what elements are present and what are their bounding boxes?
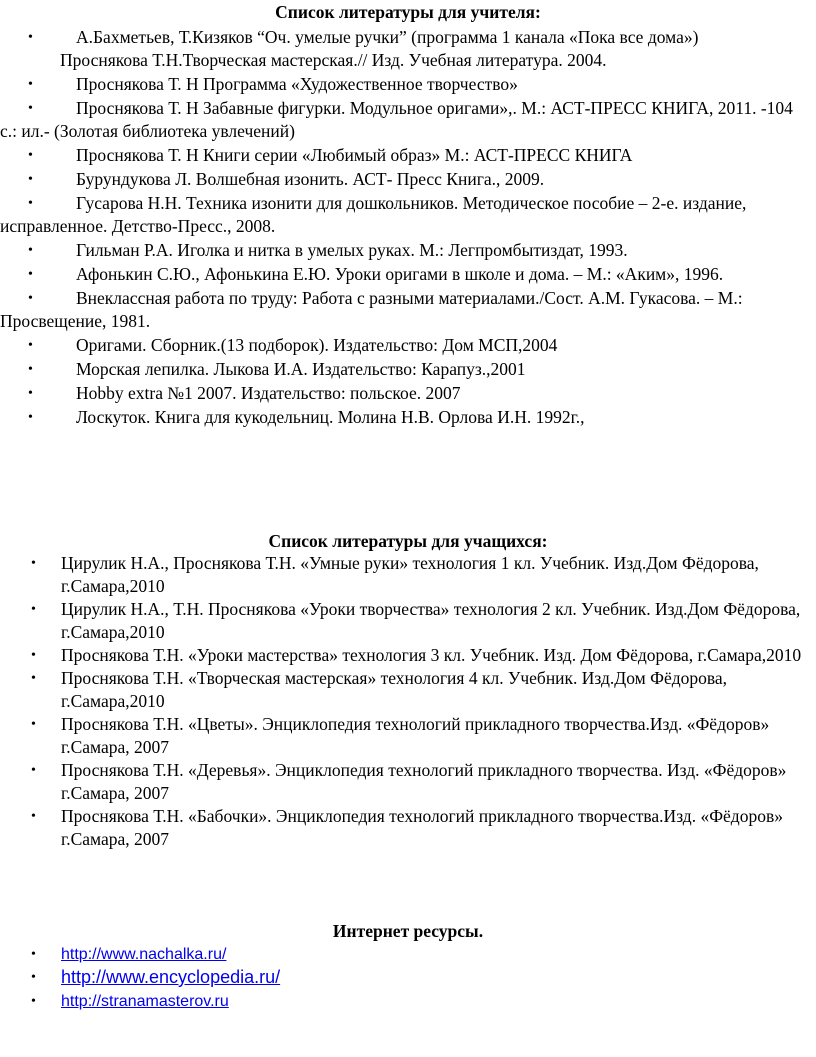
- list-item: [28, 990, 808, 1013]
- teacher-list-title: Список литературы для учителя:: [275, 2, 541, 22]
- teacher-literature-list: [0, 26, 808, 430]
- bullet-icon: •: [28, 243, 33, 258]
- list-item: [0, 192, 808, 238]
- bullet-icon: •: [28, 172, 33, 187]
- list-item-text: Проснякова Т. Н Забавные фигурки. Модульное оригами»,. М.: АСТ-ПРЕСС КНИГА, 2011. -104 с.: ил.- (Золотая библиотека увлечений): [0, 98, 793, 141]
- list-item-text: Проснякова Т.Н. «Цветы». Энциклопедия технологий прикладного творчества.Изд. «Фёдоров» г.Самара, 2007: [61, 714, 770, 757]
- list-item: [28, 552, 808, 598]
- bullet-icon: •: [28, 148, 33, 163]
- bullet-icon: •: [31, 809, 36, 824]
- bullet-icon: •: [28, 101, 33, 116]
- link-nachalka[interactable]: http://www.nachalka.ru/: [61, 946, 227, 963]
- list-item: [28, 406, 808, 429]
- bullet-icon: •: [31, 648, 36, 663]
- list-item: [28, 263, 808, 286]
- list-item: [28, 168, 808, 191]
- bullet-icon: •: [28, 386, 33, 401]
- list-item-text: Цирулик Н.А., Т.Н. Проснякова «Уроки творчества» технология 2 кл. Учебник. Изд.Дом Фёдорова, г.Самара,2010: [61, 599, 801, 642]
- list-item-text: Бурундукова Л. Волшебная изонить. АСТ- Пресс Книга., 2009.: [76, 169, 545, 189]
- list-item: [28, 334, 808, 357]
- bullet-icon: •: [28, 362, 33, 377]
- list-item-text: Оригами. Сборник.(13 подборок). Издательство: Дом МСП,2004: [76, 335, 558, 355]
- list-item-text: Hobby extra №1 2007. Издательство: польское. 2007: [76, 383, 461, 403]
- bullet-icon: •: [31, 717, 36, 732]
- list-item: [28, 73, 808, 96]
- list-item: [28, 26, 808, 72]
- bullet-icon: •: [28, 267, 33, 282]
- bullet-icon: •: [28, 338, 33, 353]
- student-list-title: Список литературы для учащихся:: [268, 531, 548, 551]
- internet-resources-title: Интернет ресурсы.: [332, 921, 484, 941]
- list-item: [0, 97, 808, 143]
- list-item: [28, 943, 808, 966]
- list-item: [28, 713, 808, 759]
- bullet-icon: •: [31, 947, 36, 962]
- bullet-icon: •: [31, 970, 36, 985]
- bullet-icon: •: [28, 77, 33, 92]
- list-item: [28, 598, 808, 644]
- bullet-icon: •: [31, 671, 36, 686]
- list-item: [28, 966, 808, 990]
- list-item-text: Гильман Р.А. Иголка и нитка в умелых руках. М.: Легпромбытиздат, 1993.: [76, 240, 628, 260]
- internet-resources-list: [28, 943, 808, 1013]
- list-item-text-continued: Проснякова Т.Н.Творческая мастерская.// Изд. Учебная литература. 2004.: [60, 50, 607, 70]
- list-item: [28, 144, 808, 167]
- list-item-text: Проснякова Т.Н. «Уроки мастерства» технология 3 кл. Учебник. Изд. Дом Фёдорова, г.Самара,2010: [61, 645, 802, 665]
- list-item-text: Проснякова Т. Н Программа «Художественное творчество»: [76, 74, 518, 94]
- bullet-icon: •: [28, 410, 33, 425]
- bullet-icon: •: [31, 602, 36, 617]
- list-item-text: Проснякова Т.Н. «Деревья». Энциклопедия технологий прикладного творчества. Изд. «Фёдоров» г.Самара, 2007: [61, 760, 787, 803]
- link-encyclopedia[interactable]: http://www.encyclopedia.ru/: [61, 967, 281, 987]
- bullet-icon: •: [28, 30, 33, 45]
- bullet-icon: •: [28, 196, 33, 211]
- bullet-icon: •: [31, 556, 36, 571]
- list-item-text: А.Бахметьев, Т.Кизяков “Оч. умелые ручки” (программа 1 канала «Пока все дома»): [76, 27, 699, 47]
- list-item: [28, 667, 808, 713]
- list-item: [28, 239, 808, 262]
- list-item-text: Проснякова Т. Н Книги серии «Любимый образ» М.: АСТ-ПРЕСС КНИГА: [76, 145, 633, 165]
- list-item-text: Внеклассная работа по труду: Работа с разными материалами./Сост. А.М. Гукасова. – М.: Просвещение, 1981.: [0, 288, 743, 331]
- link-stranamasterov[interactable]: http://stranamasterov.ru: [61, 993, 229, 1010]
- bullet-icon: •: [28, 291, 33, 306]
- list-item: [28, 759, 808, 805]
- list-item: [0, 287, 808, 333]
- student-literature-list: [28, 552, 808, 851]
- list-item: [28, 644, 808, 667]
- bullet-icon: •: [31, 994, 36, 1009]
- list-item-text: Лоскуток. Книга для кукодельниц. Молина Н.В. Орлова И.Н. 1992г.,: [76, 407, 585, 427]
- list-item-text: Проснякова Т.Н. «Творческая мастерская» технология 4 кл. Учебник. Изд.Дом Фёдорова, г.Самара,2010: [61, 668, 728, 711]
- list-item: [28, 358, 808, 381]
- list-item-text: Цирулик Н.А., Проснякова Т.Н. «Умные руки» технология 1 кл. Учебник. Изд.Дом Фёдорова, г.Самара,2010: [61, 553, 759, 596]
- list-item-text: Афонькин С.Ю., Афонькина Е.Ю. Уроки оригами в школе и дома. – М.: «Аким», 1996.: [76, 264, 724, 284]
- bullet-icon: •: [31, 763, 36, 778]
- list-item-text: Гусарова Н.Н. Техника изонити для дошкольников. Методическое пособие – 2-е. издание, исправленное. Детство-Пресс., 2008.: [0, 193, 747, 236]
- list-item-text: Проснякова Т.Н. «Бабочки». Энциклопедия технологий прикладного творчества.Изд. «Фёдоров» г.Самара, 2007: [61, 806, 783, 849]
- list-item: [28, 805, 808, 851]
- list-item: [28, 382, 808, 405]
- list-item-text: Морская лепилка. Лыкова И.А. Издательство: Карапуз.,2001: [76, 359, 526, 379]
